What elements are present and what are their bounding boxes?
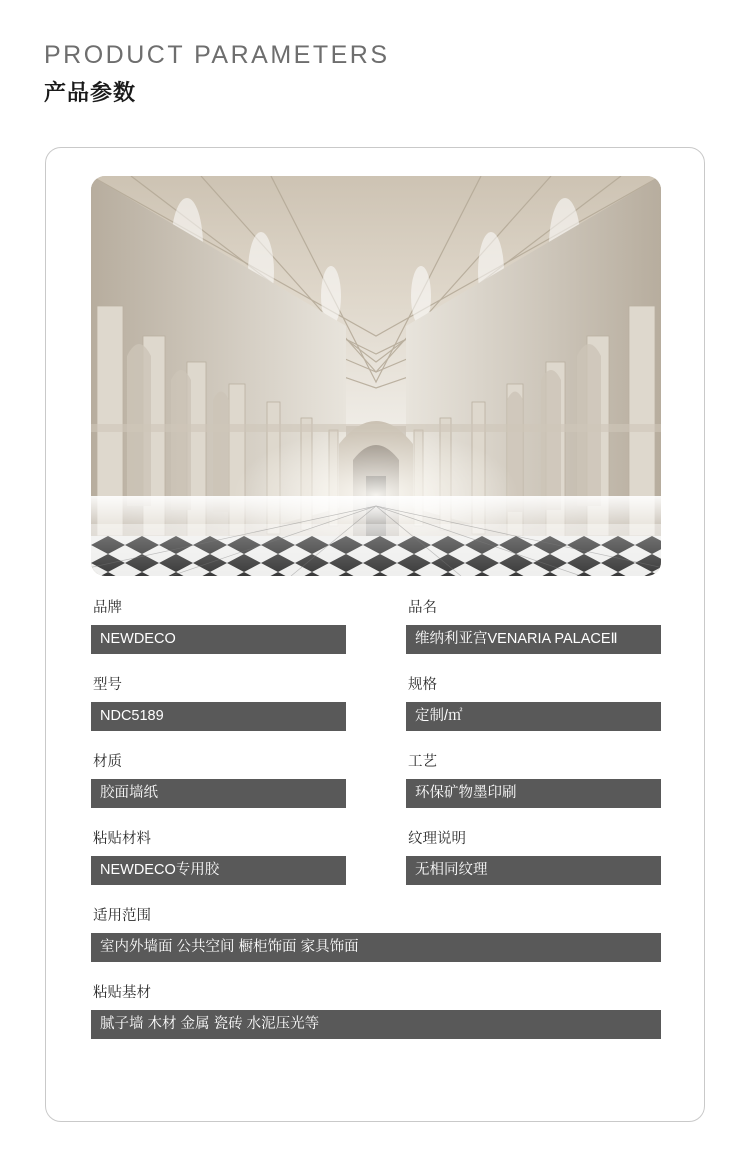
page-header xyxy=(44,38,390,108)
spec-row xyxy=(91,983,661,1039)
spec-label: 工艺 xyxy=(408,754,437,770)
spec-label: 规格 xyxy=(408,677,437,693)
spec-cell-substrate xyxy=(91,983,661,1039)
spec-value: NEWDECO专用胶 xyxy=(91,856,346,885)
product-image xyxy=(91,176,661,576)
spec-cell-specification xyxy=(406,675,661,731)
spec-cell-application-scope xyxy=(91,906,661,962)
spec-row xyxy=(91,752,661,808)
spec-value: NEWDECO xyxy=(91,625,346,654)
spec-row xyxy=(91,598,661,654)
spec-cell-craft xyxy=(406,752,661,808)
spec-label: 纹理说明 xyxy=(408,831,466,847)
spec-row xyxy=(91,675,661,731)
spec-table xyxy=(91,598,661,1060)
page-title-en: PRODUCT PARAMETERS xyxy=(44,41,390,69)
spec-label: 粘贴材料 xyxy=(93,831,151,847)
spec-label: 品名 xyxy=(408,600,437,616)
spec-label: 粘贴基材 xyxy=(93,985,151,1001)
spec-row xyxy=(91,829,661,885)
spec-label: 型号 xyxy=(93,677,122,693)
spec-row xyxy=(91,906,661,962)
parameters-card xyxy=(45,147,705,1122)
spec-cell-model xyxy=(91,675,346,731)
spec-cell-texture xyxy=(406,829,661,885)
spec-value: NDC5189 xyxy=(91,702,346,731)
spec-value: 无相同纹理 xyxy=(406,856,661,885)
spec-label: 材质 xyxy=(93,754,122,770)
spec-cell-material xyxy=(91,752,346,808)
spec-cell-brand xyxy=(91,598,346,654)
spec-value: 室内外墙面 公共空间 橱柜饰面 家具饰面 xyxy=(91,933,661,962)
spec-cell-adhesive xyxy=(91,829,346,885)
spec-value: 腻子墙 木材 金属 瓷砖 水泥压光等 xyxy=(91,1010,661,1039)
spec-value: 环保矿物墨印刷 xyxy=(406,779,661,808)
spec-label: 适用范围 xyxy=(93,908,151,924)
page-title-cn: 产品参数 xyxy=(44,80,137,105)
spec-label: 品牌 xyxy=(93,600,122,616)
spec-value: 定制/㎡ xyxy=(406,702,661,731)
spec-cell-product-name xyxy=(406,598,661,654)
palace-hall-illustration xyxy=(91,176,661,576)
spec-value: 胶面墙纸 xyxy=(91,779,346,808)
spec-value: 维纳利亚宫VENARIA PALACEⅡ xyxy=(406,625,661,654)
